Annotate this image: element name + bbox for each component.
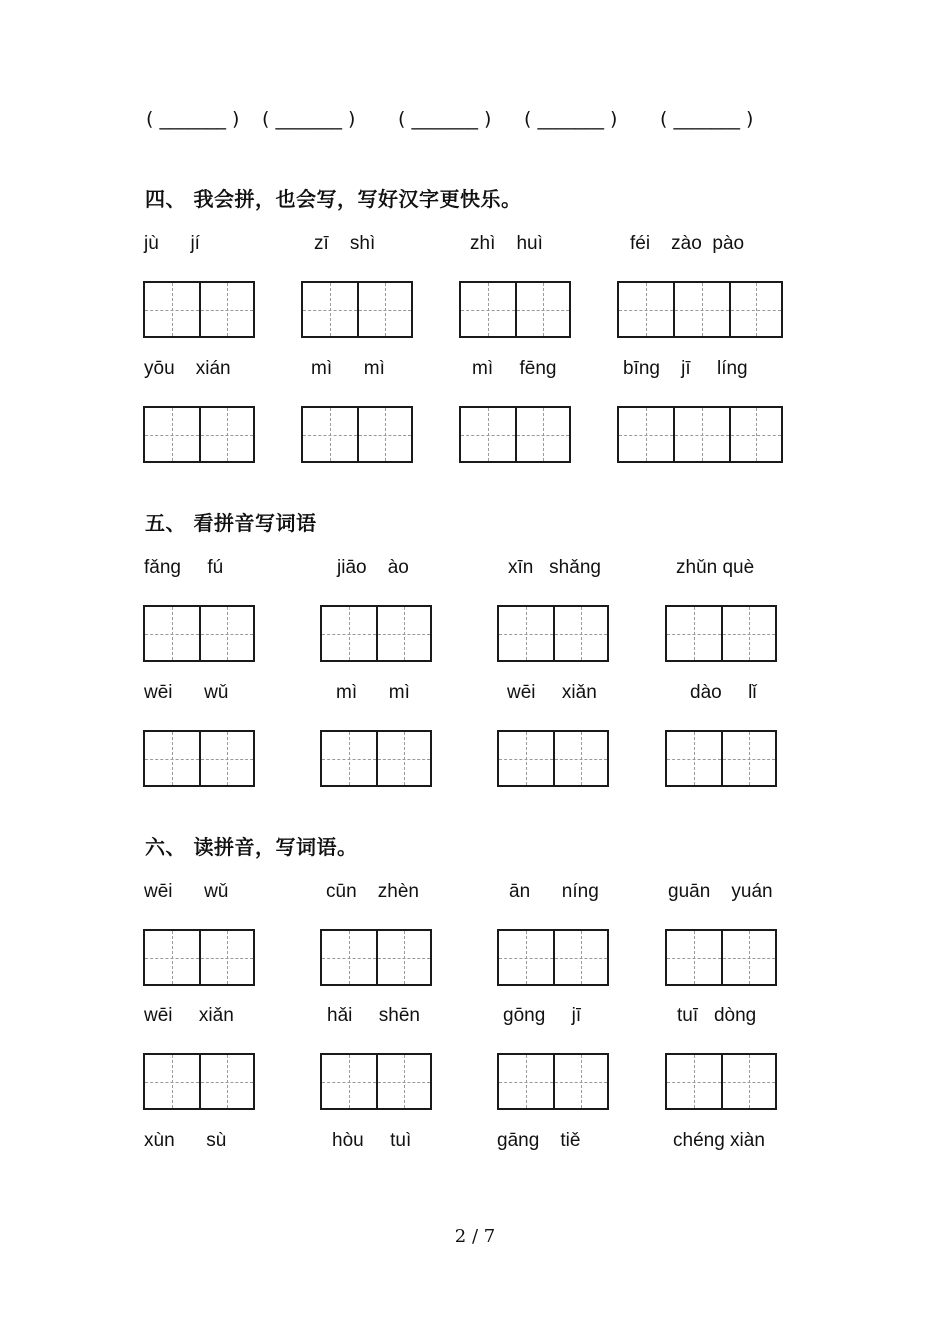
writing-grid[interactable] (143, 281, 255, 338)
page-number: 2 / 7 (454, 1226, 496, 1247)
pinyin-label: hǎi shēn (327, 1005, 420, 1026)
pinyin-label: zī shì (314, 233, 376, 254)
pinyin-label: dào lǐ (690, 682, 757, 703)
pinyin-label: wēi wǔ (144, 881, 229, 902)
writing-grid[interactable] (665, 730, 777, 787)
pinyin-label: mì mì (311, 358, 385, 379)
writing-grid[interactable] (497, 929, 609, 986)
pinyin-label: mì fēng (472, 358, 557, 379)
writing-grid[interactable] (143, 730, 255, 787)
writing-grid[interactable] (320, 730, 432, 787)
pinyin-label: zhì huì (470, 233, 543, 254)
pinyin-label: tuī dòng (677, 1005, 757, 1026)
writing-grid[interactable] (320, 605, 432, 662)
pinyin-label: bīng jī líng (623, 358, 748, 379)
pinyin-label: wēi xiǎn (507, 682, 597, 703)
pinyin-label: xīn shǎng (508, 557, 601, 578)
answer-blank[interactable]: ( _______ ) (524, 108, 618, 130)
writing-grid[interactable] (497, 605, 609, 662)
answer-blank[interactable]: ( _______ ) (660, 108, 754, 130)
pinyin-label: jiāo ào (337, 557, 409, 578)
pinyin-label: chéng xiàn (673, 1130, 765, 1151)
writing-grid[interactable] (301, 406, 413, 463)
writing-grid[interactable] (665, 929, 777, 986)
pinyin-label: ān níng (509, 881, 599, 902)
pinyin-label: wēi wǔ (144, 682, 229, 703)
writing-grid[interactable] (301, 281, 413, 338)
writing-grid[interactable] (497, 730, 609, 787)
writing-grid[interactable] (143, 1053, 255, 1110)
pinyin-label: fǎng fú (144, 557, 224, 578)
writing-grid[interactable] (320, 1053, 432, 1110)
pinyin-label: hòu tuì (332, 1130, 412, 1151)
pinyin-label: cūn zhèn (326, 881, 419, 902)
section-title: 五、 看拼音写词语 (145, 511, 317, 535)
writing-grid[interactable] (617, 406, 783, 463)
section-title: 六、 读拼音，写词语。 (145, 835, 358, 859)
writing-grid[interactable] (459, 281, 571, 338)
writing-grid[interactable] (143, 929, 255, 986)
writing-grid[interactable] (665, 1053, 777, 1110)
pinyin-label: mì mì (336, 682, 410, 703)
answer-blank[interactable]: ( _______ ) (262, 108, 356, 130)
writing-grid[interactable] (665, 605, 777, 662)
pinyin-label: guān yuán (668, 881, 773, 902)
writing-grid[interactable] (459, 406, 571, 463)
writing-grid[interactable] (143, 406, 255, 463)
pinyin-label: féi zào pào (630, 233, 745, 254)
writing-grid[interactable] (617, 281, 783, 338)
pinyin-label: gōng jī (503, 1005, 582, 1026)
pinyin-label: zhǔn què (676, 557, 755, 578)
answer-blank[interactable]: ( _______ ) (146, 108, 240, 130)
writing-grid[interactable] (320, 929, 432, 986)
writing-grid[interactable] (143, 605, 255, 662)
pinyin-label: gāng tiě (497, 1130, 581, 1151)
pinyin-label: jù jí (144, 233, 200, 254)
answer-blank[interactable]: ( _______ ) (398, 108, 492, 130)
writing-grid[interactable] (497, 1053, 609, 1110)
pinyin-label: xùn sù (144, 1130, 227, 1151)
pinyin-label: yōu xián (144, 358, 231, 379)
section-title: 四、 我会拼，也会写，写好汉字更快乐。 (145, 187, 522, 211)
pinyin-label: wēi xiǎn (144, 1005, 234, 1026)
